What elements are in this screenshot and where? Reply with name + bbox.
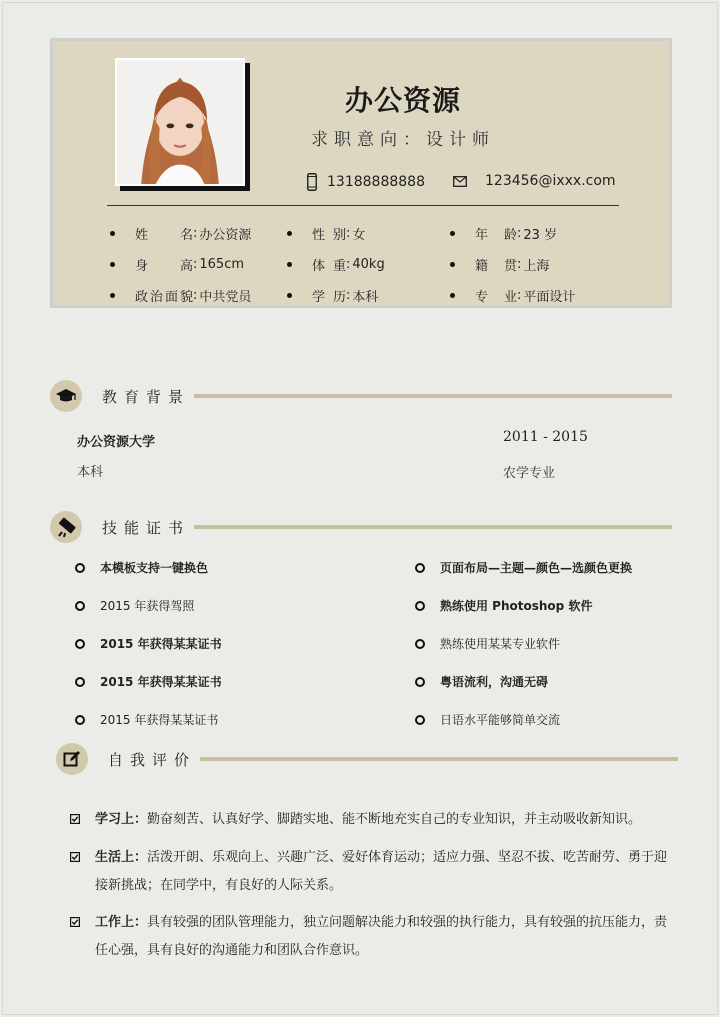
- evaluation-item-study: 学习上：勤奋刻苦、认真好学、脚踏实地、能不断地充实自己的专业知识，并主动吸收新知识。: [70, 806, 670, 834]
- section-divider: [200, 757, 678, 761]
- skill-item: 2015 年获得某某证书: [75, 635, 222, 652]
- skill-item: 2015 年获得某某证书: [75, 711, 218, 728]
- section-divider: [194, 394, 672, 398]
- portrait-image: [117, 60, 243, 184]
- header-divider: [107, 205, 619, 206]
- phone-icon: [307, 173, 317, 191]
- skill-item: 2015 年获得某某证书: [75, 673, 222, 690]
- skill-item: 粤语流利，沟通无碍: [415, 673, 548, 690]
- evaluation-item-life: 生活上：活泼开朗、乐观向上、兴趣广泛、爱好体育运动；适应力强、坚忍不拔、吃苦耐劳、勇于迎接新挑战；在同学中，有良好的人际关系。: [70, 844, 670, 900]
- section-education: [50, 379, 672, 413]
- bullet-ring-icon: [75, 563, 85, 573]
- bullet-ring-icon: [75, 639, 85, 649]
- degree: 本科: [77, 465, 104, 480]
- graduation-cap-icon: [50, 380, 82, 412]
- info-item-name: 姓名 : 办公资源: [107, 224, 251, 243]
- mail-icon: [453, 176, 467, 187]
- email-address: 123456@ixxx.com: [485, 173, 616, 189]
- bullet-ring-icon: [75, 601, 85, 611]
- section-divider: [194, 525, 672, 529]
- certificate-icon: [50, 511, 82, 543]
- bullet-ring-icon: [415, 677, 425, 687]
- major: 农学专业: [503, 466, 556, 481]
- info-item-education: 学历 : 本科: [284, 286, 378, 305]
- info-item-gender: 性别 : 女: [284, 224, 365, 243]
- bullet-ring-icon: [415, 715, 425, 725]
- bullet-ring-icon: [415, 563, 425, 573]
- resume-header: [50, 38, 672, 308]
- personal-info: [107, 224, 647, 317]
- edit-icon: [56, 743, 88, 775]
- info-row: [107, 255, 647, 286]
- section-title-evaluation: 自我评价: [108, 750, 197, 769]
- bullet-ring-icon: [75, 677, 85, 687]
- skill-item: 日语水平能够简单交流: [415, 711, 560, 728]
- profile-photo: [115, 58, 245, 186]
- skill-item: 本模板支持一键换色: [75, 559, 208, 576]
- info-item-hometown: 籍贯 : 上海: [447, 255, 549, 274]
- checkbox-icon: [70, 814, 80, 824]
- info-item-political: 政治面貌 : 中共党员: [107, 286, 251, 305]
- candidate-name: 办公资源: [344, 84, 461, 117]
- section-evaluation: [56, 742, 678, 776]
- bullet-ring-icon: [415, 639, 425, 649]
- contact-phone: [307, 173, 425, 191]
- skill-item: 熟练使用 Photoshop 软件: [415, 597, 592, 614]
- bullet-ring-icon: [415, 601, 425, 611]
- education-date: 2011 - 2015: [503, 429, 588, 445]
- school-name: 办公资源大学: [77, 435, 156, 450]
- evaluation-item-work: 工作上：具有较强的团队管理能力，独立问题解决能力和较强的执行能力，具有较强的抗压能力，责任心强，具有良好的沟通能力和团队合作意识。: [70, 909, 670, 945]
- phone-number: 13188888888: [327, 174, 425, 190]
- info-row: [107, 224, 647, 255]
- skill-item: 熟练使用某某专业软件: [415, 635, 560, 652]
- job-intention: 求职意向：设计师: [311, 130, 495, 150]
- info-item-age: 年龄 : 23 岁: [447, 224, 557, 243]
- contact-email: [453, 173, 616, 189]
- bullet-ring-icon: [75, 715, 85, 725]
- section-title-skills: 技能证书: [102, 518, 191, 537]
- section-skills: [50, 510, 672, 544]
- info-row: [107, 286, 647, 317]
- section-title-education: 教育背景: [102, 387, 191, 406]
- checkbox-icon: [70, 852, 80, 862]
- checkbox-icon: [70, 917, 80, 927]
- skill-item: 2015 年获得驾照: [75, 597, 194, 614]
- info-item-weight: 体重 : 40kg: [284, 255, 385, 274]
- info-item-height: 身高 : 165cm: [107, 255, 244, 274]
- skill-item: 页面布局—主题—颜色—选颜色更换: [415, 559, 632, 576]
- info-item-major: 专业 : 平面设计: [447, 286, 575, 305]
